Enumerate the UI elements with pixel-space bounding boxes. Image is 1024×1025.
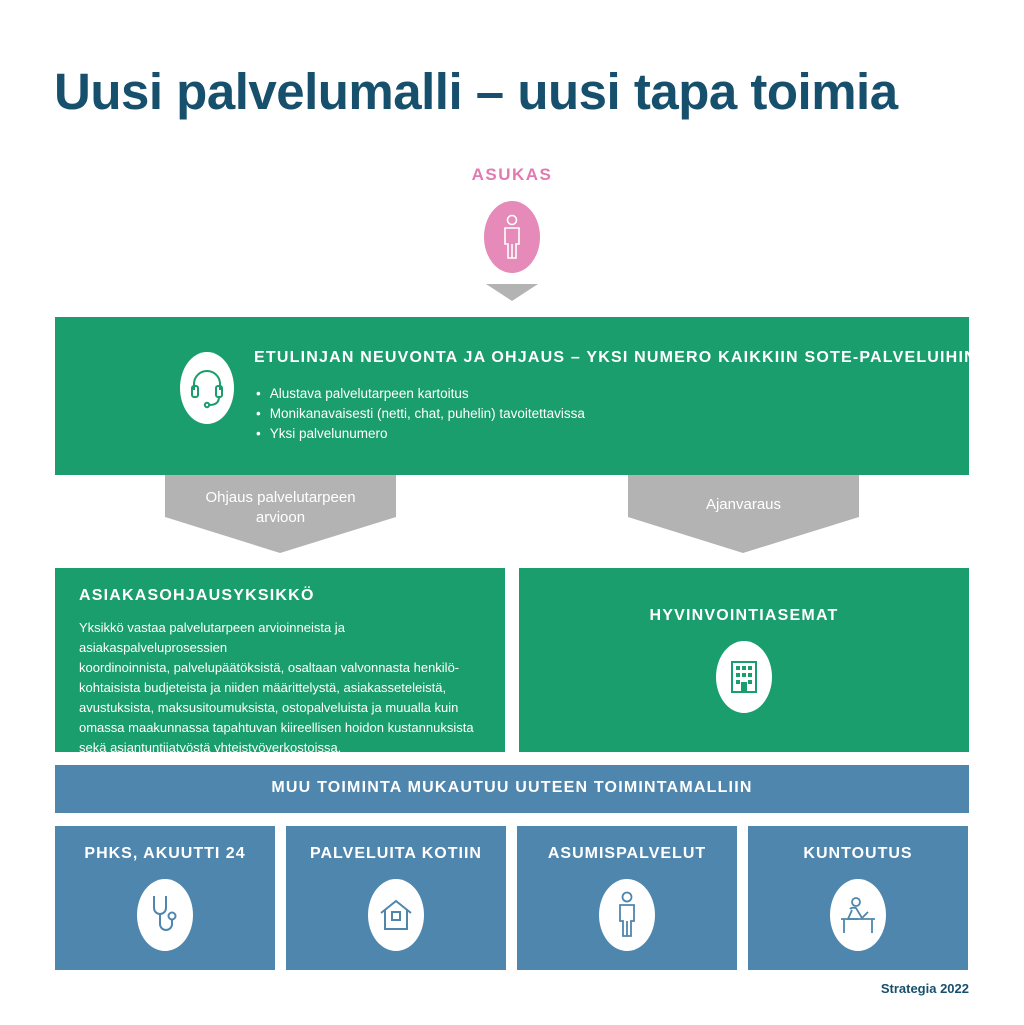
frontline-icon-circle [180,352,234,424]
service-icon-circle [368,879,424,951]
stethoscope-icon [149,893,181,937]
hyvinvointiasemat-title: HYVINVOINTIASEMAT [649,607,839,624]
hyvinvointiasemat-icon-circle [716,641,772,713]
resident-avatar [484,201,540,273]
service-icon-circle [599,879,655,951]
asiakasohjaus-title: ASIAKASOHJAUSYKSIKKÖ [79,587,315,604]
service-label: KUNTOUTUS [803,845,913,862]
muu-toiminta-text: MUU TOIMINTA MUKAUTUU UUTEEN TOIMINTAMALLIIN [271,779,753,796]
page-title: Uusi palvelumalli – uusi tapa toimia [54,63,898,120]
left-chevron-label: Ohjaus palvelutarpeen arvioon [205,489,356,526]
down-arrow [486,284,538,301]
service-label: ASUMISPALVELUT [547,845,707,862]
service-icon-circle [830,879,886,951]
asiakasohjaus-description: Yksikkö vastaa palvelutarpeen arvioinneista ja asiakaspalveluprosessien koordinoinnista, palvelupäätöksistä, osaltaan valvonnasta henkilö- kohtaisista budjeteista ja niiden määrittelystä, asiakasseteleistä, avustuksista, maksusitoumuksista, ostopalveluista ja muualla kuin omassa maakunnassa tapahtuvan kiireellisen hoidon kustannuksista sekä asiantuntijatyöstä yhteistyöverkostoissa. [79,620,474,755]
frontline-bullet-list [254,384,585,444]
headset-icon [189,366,225,410]
footer-label: Strategia 2022 [880,981,969,996]
service-label: PHKS, AKUUTTI 24 [84,845,246,862]
service-icon-circle [137,879,193,951]
list-item: • Alustava palvelutarpeen kartoitus [254,384,585,404]
right-chevron-label: Ajanvaraus [705,496,782,513]
rehabilitation-icon [838,895,878,935]
building-icon [730,660,758,694]
list-item: • Monikanavaisesti (netti, chat, puhelin) tavoitettavissa [254,404,585,424]
person-icon [501,214,523,260]
list-item: • Yksi palvelunumero [254,424,585,444]
person-icon [616,891,638,939]
resident-label: ASUKAS [471,165,553,184]
frontline-title: ETULINJAN NEUVONTA JA OHJAUS – YKSI NUMERO KAIKKIIN SOTE-PALVELUIHIN [254,349,977,366]
house-icon [378,898,414,932]
service-label: PALVELUITA KOTIIN [310,845,482,862]
